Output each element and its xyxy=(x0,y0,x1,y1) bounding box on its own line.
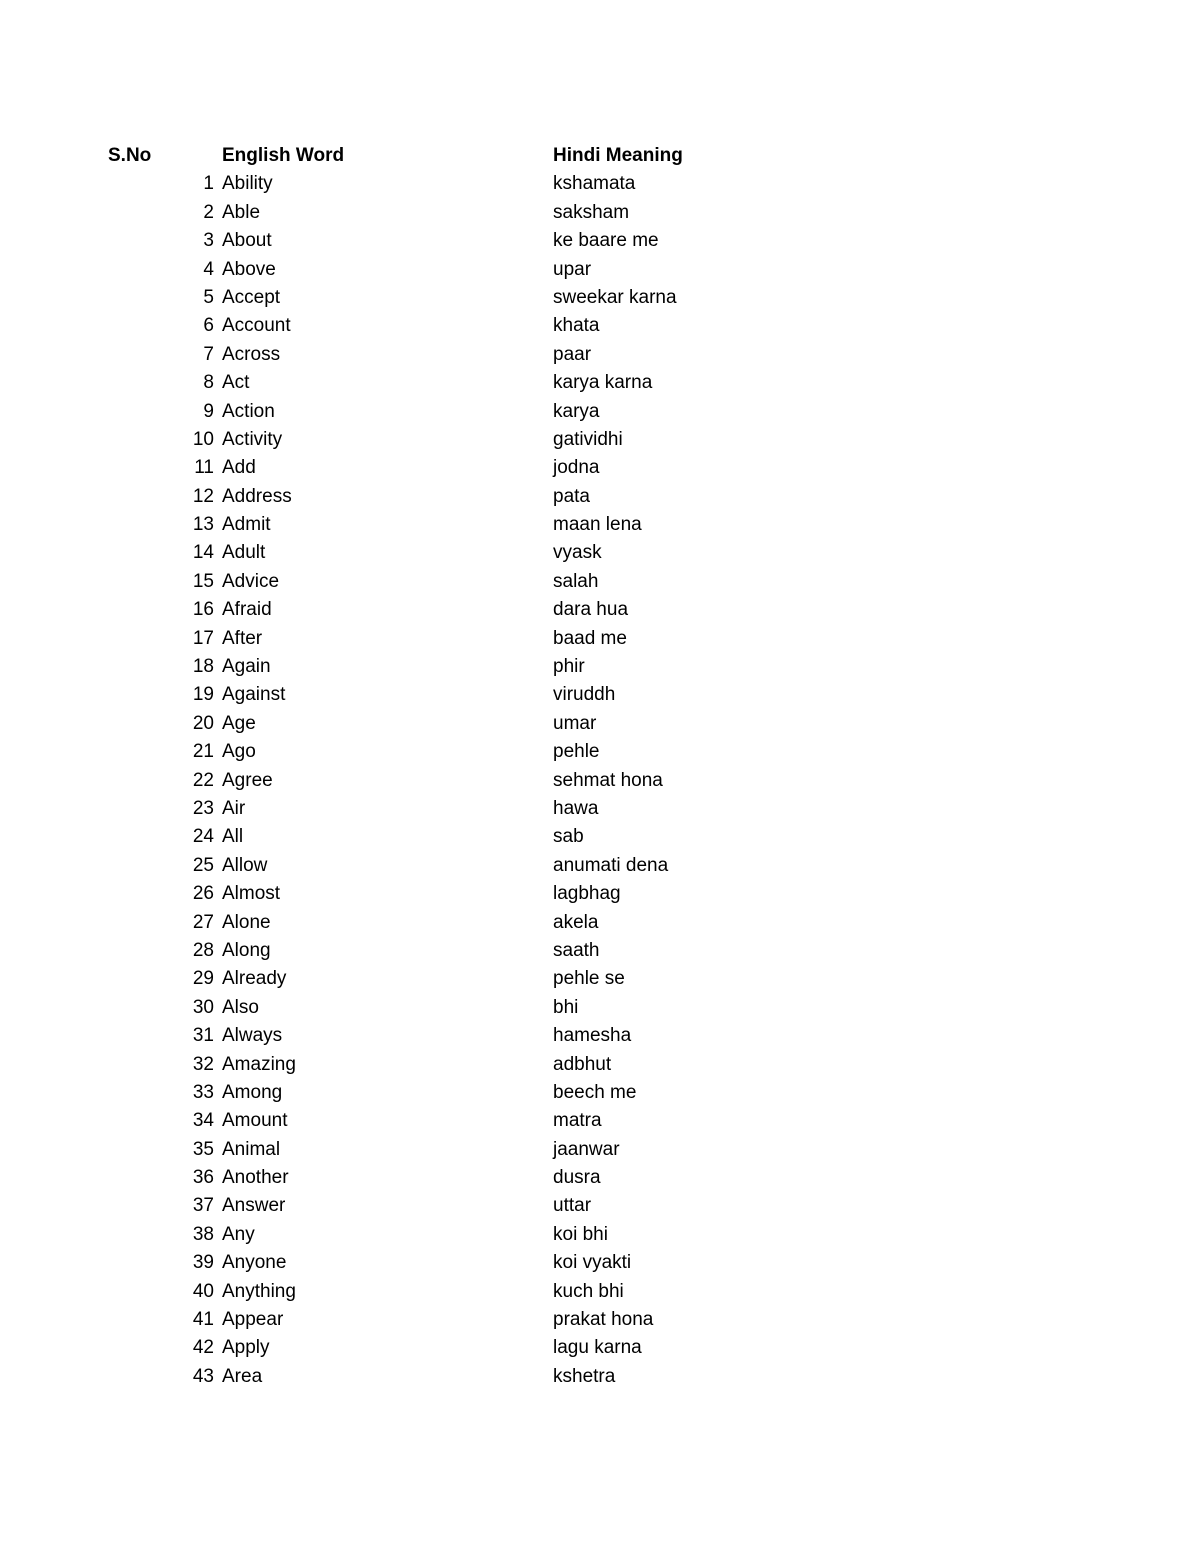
table-row xyxy=(0,738,1200,766)
hindi-meaning: baad me xyxy=(553,627,627,649)
hindi-meaning: gatividhi xyxy=(553,428,623,450)
table-row xyxy=(0,1022,1200,1050)
serial-number: 6 xyxy=(203,315,214,337)
table-row xyxy=(0,1164,1200,1192)
table-row xyxy=(0,880,1200,908)
english-word: Address xyxy=(222,485,292,507)
table-row xyxy=(0,1363,1200,1391)
serial-number: 21 xyxy=(192,741,214,763)
english-word: Almost xyxy=(222,883,281,905)
table-row xyxy=(0,1136,1200,1164)
table-row xyxy=(0,511,1200,539)
hindi-meaning: bhi xyxy=(553,996,579,1018)
table-row xyxy=(0,398,1200,426)
hindi-meaning: dara hua xyxy=(553,599,629,621)
serial-number: 29 xyxy=(192,968,214,990)
english-word: Amazing xyxy=(222,1053,296,1075)
sno-header: S.No xyxy=(108,145,152,166)
english-word: Allow xyxy=(222,854,268,876)
serial-number: 39 xyxy=(192,1252,214,1274)
hindi-meaning: hamesha xyxy=(553,1025,632,1047)
hindi-meaning: jaanwar xyxy=(553,1138,620,1160)
english-word: Anything xyxy=(222,1280,296,1302)
serial-number: 8 xyxy=(203,372,214,394)
hindi-meaning: karya karna xyxy=(553,372,653,394)
english-word: Act xyxy=(222,372,250,394)
english-word: Against xyxy=(222,684,286,706)
table-row xyxy=(0,710,1200,738)
table-row xyxy=(0,1278,1200,1306)
serial-number: 4 xyxy=(203,258,214,280)
table-row xyxy=(0,994,1200,1022)
table-row xyxy=(0,369,1200,397)
english-word: Agree xyxy=(222,769,273,791)
english-word: Able xyxy=(222,201,261,223)
serial-number: 36 xyxy=(192,1167,214,1189)
hindi-meaning: kshetra xyxy=(553,1365,616,1387)
serial-number: 14 xyxy=(192,542,214,564)
serial-number: 27 xyxy=(192,911,214,933)
table-row xyxy=(0,823,1200,851)
serial-number: 5 xyxy=(203,286,214,308)
serial-number: 28 xyxy=(192,939,214,961)
hindi-meaning: khata xyxy=(553,315,600,337)
table-row xyxy=(0,199,1200,227)
serial-number: 23 xyxy=(192,797,214,819)
english-word: Apply xyxy=(222,1337,270,1359)
english-word: About xyxy=(222,230,272,252)
serial-number: 1 xyxy=(203,173,214,195)
serial-number: 7 xyxy=(203,343,214,365)
hindi-meaning: adbhut xyxy=(553,1053,612,1075)
hindi-meaning: uttar xyxy=(553,1195,592,1217)
hindi-meaning: kshamata xyxy=(553,173,636,195)
hindi-meaning: matra xyxy=(553,1110,602,1132)
english-word: After xyxy=(222,627,263,649)
table-row xyxy=(0,426,1200,454)
table-row xyxy=(0,341,1200,369)
hindi-meaning: saath xyxy=(553,939,600,961)
serial-number: 35 xyxy=(192,1138,214,1160)
table-row xyxy=(0,653,1200,681)
english-word: Area xyxy=(222,1365,263,1387)
table-row xyxy=(0,454,1200,482)
hindi-meaning: jodna xyxy=(553,457,600,479)
hindi-meaning-header: Hindi Meaning xyxy=(553,145,683,166)
hindi-meaning: pehle se xyxy=(553,968,625,990)
serial-number: 43 xyxy=(192,1365,214,1387)
english-word: Another xyxy=(222,1167,289,1189)
table-row xyxy=(0,170,1200,198)
table-row xyxy=(0,795,1200,823)
serial-number: 40 xyxy=(192,1280,214,1302)
table-row xyxy=(0,568,1200,596)
table-row xyxy=(0,1079,1200,1107)
serial-number: 38 xyxy=(192,1223,214,1245)
table-row xyxy=(0,1306,1200,1334)
table-row xyxy=(0,1334,1200,1362)
serial-number: 18 xyxy=(192,656,214,678)
table-row xyxy=(0,1192,1200,1220)
hindi-meaning: dusra xyxy=(553,1167,601,1189)
serial-number: 22 xyxy=(192,769,214,791)
serial-number: 41 xyxy=(192,1309,214,1331)
english-word: Again xyxy=(222,656,271,678)
english-word: Adult xyxy=(222,542,266,564)
table-row xyxy=(0,596,1200,624)
english-word: Activity xyxy=(222,428,283,450)
hindi-meaning: koi bhi xyxy=(553,1223,608,1245)
table-row xyxy=(0,909,1200,937)
hindi-meaning: viruddh xyxy=(553,684,616,706)
hindi-meaning: beech me xyxy=(553,1081,637,1103)
serial-number: 12 xyxy=(192,485,214,507)
table-row xyxy=(0,852,1200,880)
table-row xyxy=(0,483,1200,511)
hindi-meaning: paar xyxy=(553,343,592,365)
hindi-meaning: kuch bhi xyxy=(553,1280,624,1302)
hindi-meaning: pata xyxy=(553,485,590,507)
table-row xyxy=(0,1249,1200,1277)
hindi-meaning: sab xyxy=(553,826,584,848)
serial-number: 25 xyxy=(192,854,214,876)
vocabulary-sheet xyxy=(0,142,1200,1391)
english-word: Anyone xyxy=(222,1252,287,1274)
english-word: Along xyxy=(222,939,271,961)
english-word: Any xyxy=(222,1223,255,1245)
hindi-meaning: salah xyxy=(553,570,599,592)
english-word: Answer xyxy=(222,1195,286,1217)
table-row xyxy=(0,256,1200,284)
english-word: Amount xyxy=(222,1110,288,1132)
table-row xyxy=(0,625,1200,653)
hindi-meaning: lagbhag xyxy=(553,883,621,905)
hindi-meaning: phir xyxy=(553,656,585,678)
english-word: Alone xyxy=(222,911,271,933)
english-word: Already xyxy=(222,968,287,990)
serial-number: 9 xyxy=(203,400,214,422)
english-word: Appear xyxy=(222,1309,284,1331)
hindi-meaning: sweekar karna xyxy=(553,286,677,308)
hindi-meaning: hawa xyxy=(553,797,599,819)
serial-number: 26 xyxy=(192,883,214,905)
hindi-meaning: umar xyxy=(553,712,597,734)
hindi-meaning: sehmat hona xyxy=(553,769,663,791)
serial-number: 2 xyxy=(203,201,214,223)
hindi-meaning: vyask xyxy=(553,542,602,564)
table-row xyxy=(0,1107,1200,1135)
vocabulary-list xyxy=(0,170,1200,1391)
serial-number: 3 xyxy=(203,230,214,252)
serial-number: 20 xyxy=(192,712,214,734)
serial-number: 10 xyxy=(192,428,214,450)
english-word: Add xyxy=(222,457,256,479)
serial-number: 34 xyxy=(192,1110,214,1132)
english-word: Also xyxy=(222,996,259,1018)
serial-number: 15 xyxy=(192,570,214,592)
english-word: Afraid xyxy=(222,599,272,621)
english-word: Among xyxy=(222,1081,283,1103)
serial-number: 37 xyxy=(192,1195,214,1217)
hindi-meaning: maan lena xyxy=(553,514,642,536)
hindi-meaning: saksham xyxy=(553,201,630,223)
english-word: Account xyxy=(222,315,291,337)
serial-number: 24 xyxy=(192,826,214,848)
header-row xyxy=(0,142,1200,170)
hindi-meaning: akela xyxy=(553,911,599,933)
table-row xyxy=(0,681,1200,709)
serial-number: 13 xyxy=(192,514,214,536)
english-word: Ago xyxy=(222,741,256,763)
english-word: Age xyxy=(222,712,256,734)
english-word: All xyxy=(222,826,244,848)
english-word: Above xyxy=(222,258,276,280)
serial-number: 11 xyxy=(194,457,214,479)
table-row xyxy=(0,965,1200,993)
serial-number: 19 xyxy=(192,684,214,706)
table-row xyxy=(0,767,1200,795)
table-row xyxy=(0,1051,1200,1079)
hindi-meaning: karya xyxy=(553,400,600,422)
english-word: Admit xyxy=(222,514,271,536)
serial-number: 33 xyxy=(192,1081,214,1103)
english-word: Accept xyxy=(222,286,281,308)
english-word: Across xyxy=(222,343,281,365)
hindi-meaning: upar xyxy=(553,258,592,280)
serial-number: 31 xyxy=(192,1025,214,1047)
english-word: Always xyxy=(222,1025,283,1047)
serial-number: 17 xyxy=(192,627,214,649)
table-row xyxy=(0,227,1200,255)
hindi-meaning: pehle xyxy=(553,741,600,763)
hindi-meaning: lagu karna xyxy=(553,1337,642,1359)
table-row xyxy=(0,312,1200,340)
serial-number: 42 xyxy=(192,1337,214,1359)
table-row xyxy=(0,539,1200,567)
table-row xyxy=(0,284,1200,312)
serial-number: 32 xyxy=(192,1053,214,1075)
hindi-meaning: koi vyakti xyxy=(553,1252,632,1274)
english-word: Action xyxy=(222,400,275,422)
table-row xyxy=(0,937,1200,965)
english-word: Animal xyxy=(222,1138,281,1160)
english-word: Ability xyxy=(222,173,273,195)
serial-number: 30 xyxy=(192,996,214,1018)
hindi-meaning: prakat hona xyxy=(553,1309,654,1331)
hindi-meaning: ke baare me xyxy=(553,230,659,252)
english-word: Advice xyxy=(222,570,280,592)
english-word: Air xyxy=(222,797,246,819)
english-word-header: English Word xyxy=(222,145,345,166)
serial-number: 16 xyxy=(192,599,214,621)
hindi-meaning: anumati dena xyxy=(553,854,669,876)
table-row xyxy=(0,1221,1200,1249)
